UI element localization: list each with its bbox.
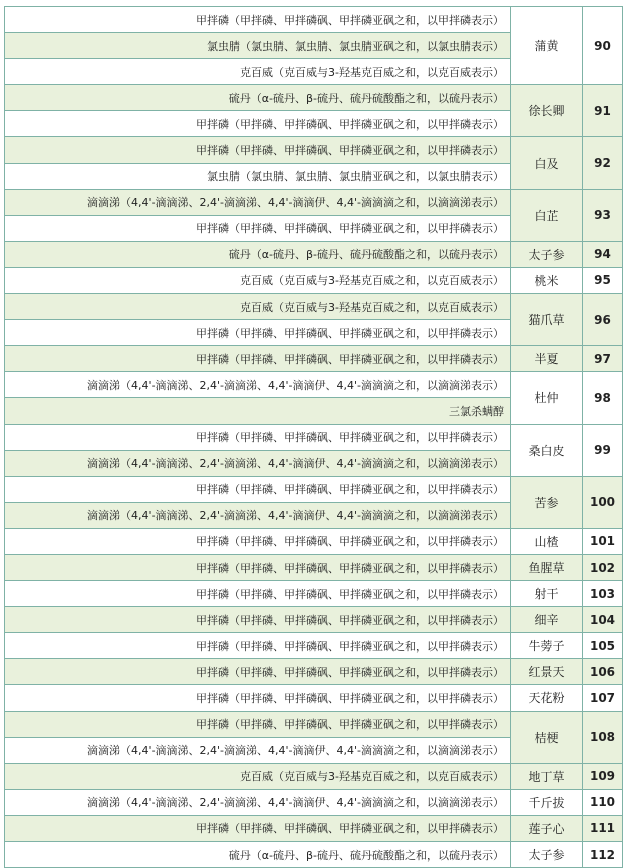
residue-limit-cell: 甲拌磷（甲拌磷、甲拌磷砜、甲拌磷亚砜之和，以甲拌磷表示） xyxy=(5,685,511,711)
row-number-cell: 104 xyxy=(583,607,623,633)
table-row xyxy=(5,241,623,267)
row-number-cell: 95 xyxy=(583,267,623,293)
herb-name-cell: 鱼腥草 xyxy=(511,554,583,580)
herb-name-cell: 苦参 xyxy=(511,476,583,528)
residue-limit-cell: 滴滴涕（4,4'-滴滴涕、2,4'-滴滴涕、4,4'-滴滴伊、4,4'-滴滴滴之和，以滴滴涕表示） xyxy=(5,189,511,215)
residue-limit-cell: 甲拌磷（甲拌磷、甲拌磷砜、甲拌磷亚砜之和，以甲拌磷表示） xyxy=(5,607,511,633)
residue-limit-cell: 甲拌磷（甲拌磷、甲拌磷砜、甲拌磷亚砜之和，以甲拌磷表示） xyxy=(5,815,511,841)
herb-name-cell: 猫爪草 xyxy=(511,294,583,346)
residue-limit-cell: 甲拌磷（甲拌磷、甲拌磷砜、甲拌磷亚砜之和，以甲拌磷表示） xyxy=(5,320,511,346)
residue-limit-cell: 滴滴涕（4,4'-滴滴涕、2,4'-滴滴涕、4,4'-滴滴伊、4,4'-滴滴滴之和，以滴滴涕表示） xyxy=(5,737,511,763)
table-row xyxy=(5,7,623,33)
residue-limit-cell: 克百威（克百威与3-羟基克百威之和，以克百威表示） xyxy=(5,267,511,293)
herb-name-cell: 天花粉 xyxy=(511,685,583,711)
residue-limit-cell: 硫丹（α-硫丹、β-硫丹、硫丹硫酸酯之和，以硫丹表示） xyxy=(5,85,511,111)
table-row xyxy=(5,763,623,789)
table-row xyxy=(5,476,623,502)
row-number-cell: 103 xyxy=(583,581,623,607)
residue-limit-cell: 甲拌磷（甲拌磷、甲拌磷砜、甲拌磷亚砜之和，以甲拌磷表示） xyxy=(5,554,511,580)
row-number-cell: 112 xyxy=(583,842,623,868)
table-row xyxy=(5,424,623,450)
herb-name-cell: 红景天 xyxy=(511,659,583,685)
residue-limit-cell: 甲拌磷（甲拌磷、甲拌磷砜、甲拌磷亚砜之和，以甲拌磷表示） xyxy=(5,581,511,607)
row-number-cell: 92 xyxy=(583,137,623,189)
residue-limit-cell: 甲拌磷（甲拌磷、甲拌磷砜、甲拌磷亚砜之和，以甲拌磷表示） xyxy=(5,711,511,737)
herb-name-cell: 蒲黄 xyxy=(511,7,583,85)
residue-limit-cell: 甲拌磷（甲拌磷、甲拌磷砜、甲拌磷亚砜之和，以甲拌磷表示） xyxy=(5,7,511,33)
table-row xyxy=(5,815,623,841)
residue-limit-cell: 克百威（克百威与3-羟基克百威之和，以克百威表示） xyxy=(5,763,511,789)
residue-limit-cell: 滴滴涕（4,4'-滴滴涕、2,4'-滴滴涕、4,4'-滴滴伊、4,4'-滴滴滴之和，以滴滴涕表示） xyxy=(5,450,511,476)
herb-name-cell: 桔梗 xyxy=(511,711,583,763)
row-number-cell: 97 xyxy=(583,346,623,372)
herb-name-cell: 莲子心 xyxy=(511,815,583,841)
residue-limit-cell: 硫丹（α-硫丹、β-硫丹、硫丹硫酸酯之和，以硫丹表示） xyxy=(5,842,511,868)
row-number-cell: 100 xyxy=(583,476,623,528)
table-body xyxy=(5,7,623,868)
herb-name-cell: 半夏 xyxy=(511,346,583,372)
residue-limit-cell: 甲拌磷（甲拌磷、甲拌磷砜、甲拌磷亚砜之和，以甲拌磷表示） xyxy=(5,215,511,241)
residue-limit-cell: 氯虫腈（氯虫腈、氯虫腈、氯虫腈亚砜之和，以氯虫腈表示） xyxy=(5,33,511,59)
table-row xyxy=(5,189,623,215)
table-row xyxy=(5,581,623,607)
residue-limit-cell: 氯虫腈（氯虫腈、氯虫腈、氯虫腈亚砜之和，以氯虫腈表示） xyxy=(5,163,511,189)
table-row xyxy=(5,294,623,320)
residue-limit-cell: 三氯杀螨醇 xyxy=(5,398,511,424)
pesticide-residue-table xyxy=(4,6,623,868)
herb-name-cell: 杜仲 xyxy=(511,372,583,424)
residue-limit-cell: 甲拌磷（甲拌磷、甲拌磷砜、甲拌磷亚砜之和，以甲拌磷表示） xyxy=(5,476,511,502)
residue-limit-cell: 滴滴涕（4,4'-滴滴涕、2,4'-滴滴涕、4,4'-滴滴伊、4,4'-滴滴滴之和，以滴滴涕表示） xyxy=(5,789,511,815)
table-row xyxy=(5,659,623,685)
table-row xyxy=(5,554,623,580)
row-number-cell: 110 xyxy=(583,789,623,815)
table-row xyxy=(5,267,623,293)
residue-limit-cell: 甲拌磷（甲拌磷、甲拌磷砜、甲拌磷亚砜之和，以甲拌磷表示） xyxy=(5,137,511,163)
table-row xyxy=(5,607,623,633)
residue-limit-cell: 克百威（克百威与3-羟基克百威之和，以克百威表示） xyxy=(5,294,511,320)
table-row xyxy=(5,685,623,711)
row-number-cell: 109 xyxy=(583,763,623,789)
herb-name-cell: 千斤拔 xyxy=(511,789,583,815)
row-number-cell: 101 xyxy=(583,528,623,554)
herb-name-cell: 太子参 xyxy=(511,842,583,868)
herb-name-cell: 桃米 xyxy=(511,267,583,293)
row-number-cell: 99 xyxy=(583,424,623,476)
residue-limit-cell: 甲拌磷（甲拌磷、甲拌磷砜、甲拌磷亚砜之和，以甲拌磷表示） xyxy=(5,633,511,659)
row-number-cell: 90 xyxy=(583,7,623,85)
herb-name-cell: 射干 xyxy=(511,581,583,607)
residue-limit-cell: 硫丹（α-硫丹、β-硫丹、硫丹硫酸酯之和，以硫丹表示） xyxy=(5,241,511,267)
row-number-cell: 106 xyxy=(583,659,623,685)
herb-name-cell: 细辛 xyxy=(511,607,583,633)
herb-name-cell: 牛蒡子 xyxy=(511,633,583,659)
herb-name-cell: 山楂 xyxy=(511,528,583,554)
row-number-cell: 105 xyxy=(583,633,623,659)
herb-name-cell: 白芷 xyxy=(511,189,583,241)
table-row xyxy=(5,346,623,372)
residue-limit-cell: 滴滴涕（4,4'-滴滴涕、2,4'-滴滴涕、4,4'-滴滴伊、4,4'-滴滴滴之和，以滴滴涕表示） xyxy=(5,372,511,398)
residue-limit-cell: 甲拌磷（甲拌磷、甲拌磷砜、甲拌磷亚砜之和，以甲拌磷表示） xyxy=(5,346,511,372)
residue-limit-cell: 甲拌磷（甲拌磷、甲拌磷砜、甲拌磷亚砜之和，以甲拌磷表示） xyxy=(5,424,511,450)
row-number-cell: 102 xyxy=(583,554,623,580)
residue-limit-cell: 甲拌磷（甲拌磷、甲拌磷砜、甲拌磷亚砜之和，以甲拌磷表示） xyxy=(5,528,511,554)
table-row xyxy=(5,842,623,868)
row-number-cell: 91 xyxy=(583,85,623,137)
table-row xyxy=(5,137,623,163)
row-number-cell: 96 xyxy=(583,294,623,346)
herb-name-cell: 地丁草 xyxy=(511,763,583,789)
table-row xyxy=(5,85,623,111)
row-number-cell: 107 xyxy=(583,685,623,711)
row-number-cell: 93 xyxy=(583,189,623,241)
herb-name-cell: 白及 xyxy=(511,137,583,189)
residue-limit-cell: 甲拌磷（甲拌磷、甲拌磷砜、甲拌磷亚砜之和，以甲拌磷表示） xyxy=(5,659,511,685)
herb-name-cell: 桑白皮 xyxy=(511,424,583,476)
row-number-cell: 111 xyxy=(583,815,623,841)
herb-name-cell: 徐长卿 xyxy=(511,85,583,137)
residue-limit-cell: 滴滴涕（4,4'-滴滴涕、2,4'-滴滴涕、4,4'-滴滴伊、4,4'-滴滴滴之和，以滴滴涕表示） xyxy=(5,502,511,528)
table-row xyxy=(5,633,623,659)
row-number-cell: 94 xyxy=(583,241,623,267)
row-number-cell: 98 xyxy=(583,372,623,424)
table-row xyxy=(5,528,623,554)
table-row xyxy=(5,789,623,815)
residue-limit-cell: 克百威（克百威与3-羟基克百威之和，以克百威表示） xyxy=(5,59,511,85)
table-row xyxy=(5,372,623,398)
row-number-cell: 108 xyxy=(583,711,623,763)
residue-limit-cell: 甲拌磷（甲拌磷、甲拌磷砜、甲拌磷亚砜之和，以甲拌磷表示） xyxy=(5,111,511,137)
herb-name-cell: 太子参 xyxy=(511,241,583,267)
table-row xyxy=(5,711,623,737)
